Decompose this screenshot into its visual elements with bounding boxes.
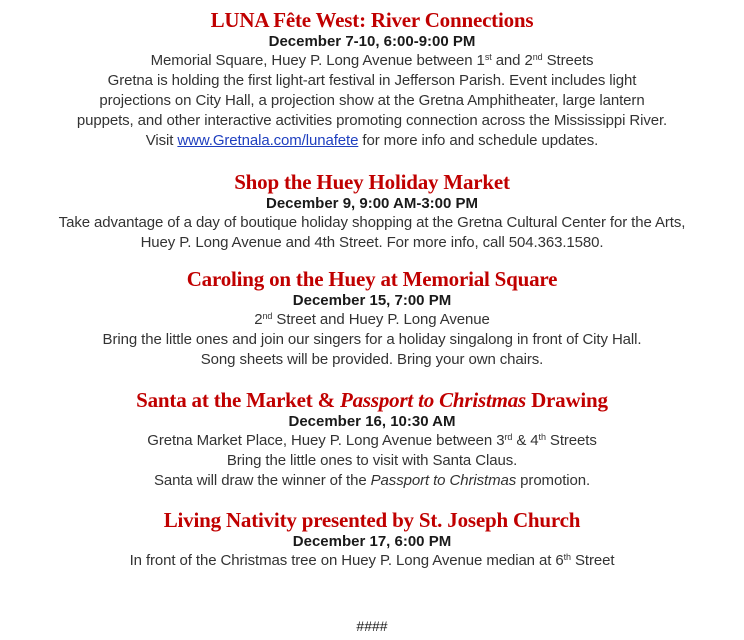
location-text: Street and Huey P. Long Avenue (272, 311, 490, 328)
event-santa-drawing (0, 388, 744, 491)
location-text: 2 (254, 311, 263, 328)
event-description-line: Song sheets will be provided. Bring your own chairs. (200, 351, 544, 368)
event-title: Living Nativity presented by St. Joseph Church (163, 508, 581, 532)
event-title: Caroling on the Huey at Memorial Square (186, 267, 558, 291)
event-visit-line (0, 131, 744, 151)
location-text: Gretna Market Place, Huey P. Long Avenue between 3 (147, 432, 505, 449)
event-luna-fete (0, 8, 744, 151)
event-description-line: projections on City Hall, a projection show at the Gretna Amphitheater, large lantern (99, 92, 645, 109)
event-description-line: puppets, and other interactive activities promoting connection across the Mississippi River. (76, 112, 668, 129)
event-living-nativity (0, 508, 744, 571)
event-description-line: Gretna is holding the first light-art festival in Jefferson Parish. Event includes light (107, 72, 637, 89)
lunafete-link[interactable]: www.Gretnala.com/lunafete (177, 132, 359, 149)
location-text: and 2 (491, 52, 533, 69)
event-title: Shop the Huey Holiday Market (234, 170, 510, 194)
event-description-line (0, 471, 744, 491)
ordinal-suffix: th (563, 552, 571, 562)
event-date: December 15, 7:00 PM (292, 292, 452, 309)
ordinal-suffix: nd (532, 52, 543, 62)
location-text: Streets (542, 52, 594, 69)
title-text: Drawing (526, 388, 608, 412)
location-text: Streets (545, 432, 597, 449)
event-caroling (0, 267, 744, 370)
event-location (0, 51, 744, 71)
ordinal-suffix: rd (504, 432, 513, 442)
event-holiday-market (0, 170, 744, 253)
description-text: Santa will draw the winner of the (153, 472, 371, 489)
event-date: December 16, 10:30 AM (288, 413, 456, 430)
event-date: December 17, 6:00 PM (292, 533, 452, 550)
location-text: Memorial Square, Huey P. Long Avenue between 1 (150, 52, 485, 69)
visit-text: Visit (145, 132, 178, 149)
description-italic-text: Passport to Christmas (370, 472, 517, 489)
event-description-line: Take advantage of a day of boutique holiday shopping at the Gretna Cultural Center for the Arts, (58, 214, 686, 231)
location-text: In front of the Christmas tree on Huey P. Long Avenue median at 6 (129, 552, 564, 569)
ordinal-suffix: th (538, 432, 546, 442)
event-location (0, 431, 744, 451)
end-of-release-mark: #### (356, 618, 388, 634)
event-location (0, 551, 744, 571)
event-description-line: Bring the little ones and join our singers for a holiday singalong in front of City Hall. (102, 331, 642, 348)
location-text: Street (570, 552, 615, 569)
title-text: Santa at the Market & (136, 388, 340, 412)
title-italic-text: Passport to Christmas (339, 388, 527, 412)
event-location (0, 310, 744, 330)
description-text: promotion. (516, 472, 591, 489)
ordinal-suffix: st (484, 52, 492, 62)
visit-text: for more info and schedule updates. (358, 132, 599, 149)
event-description-line: Huey P. Long Avenue and 4th Street. For more info, call 504.363.1580. (140, 234, 604, 251)
event-title: LUNA Fête West: River Connections (210, 8, 534, 32)
ordinal-suffix: nd (262, 311, 273, 321)
event-description-line: Bring the little ones to visit with Santa Claus. (226, 452, 518, 469)
location-text: & 4 (512, 432, 539, 449)
event-title (0, 388, 744, 412)
event-date: December 7-10, 6:00-9:00 PM (268, 33, 476, 50)
event-date: December 9, 9:00 AM-3:00 PM (265, 195, 479, 212)
